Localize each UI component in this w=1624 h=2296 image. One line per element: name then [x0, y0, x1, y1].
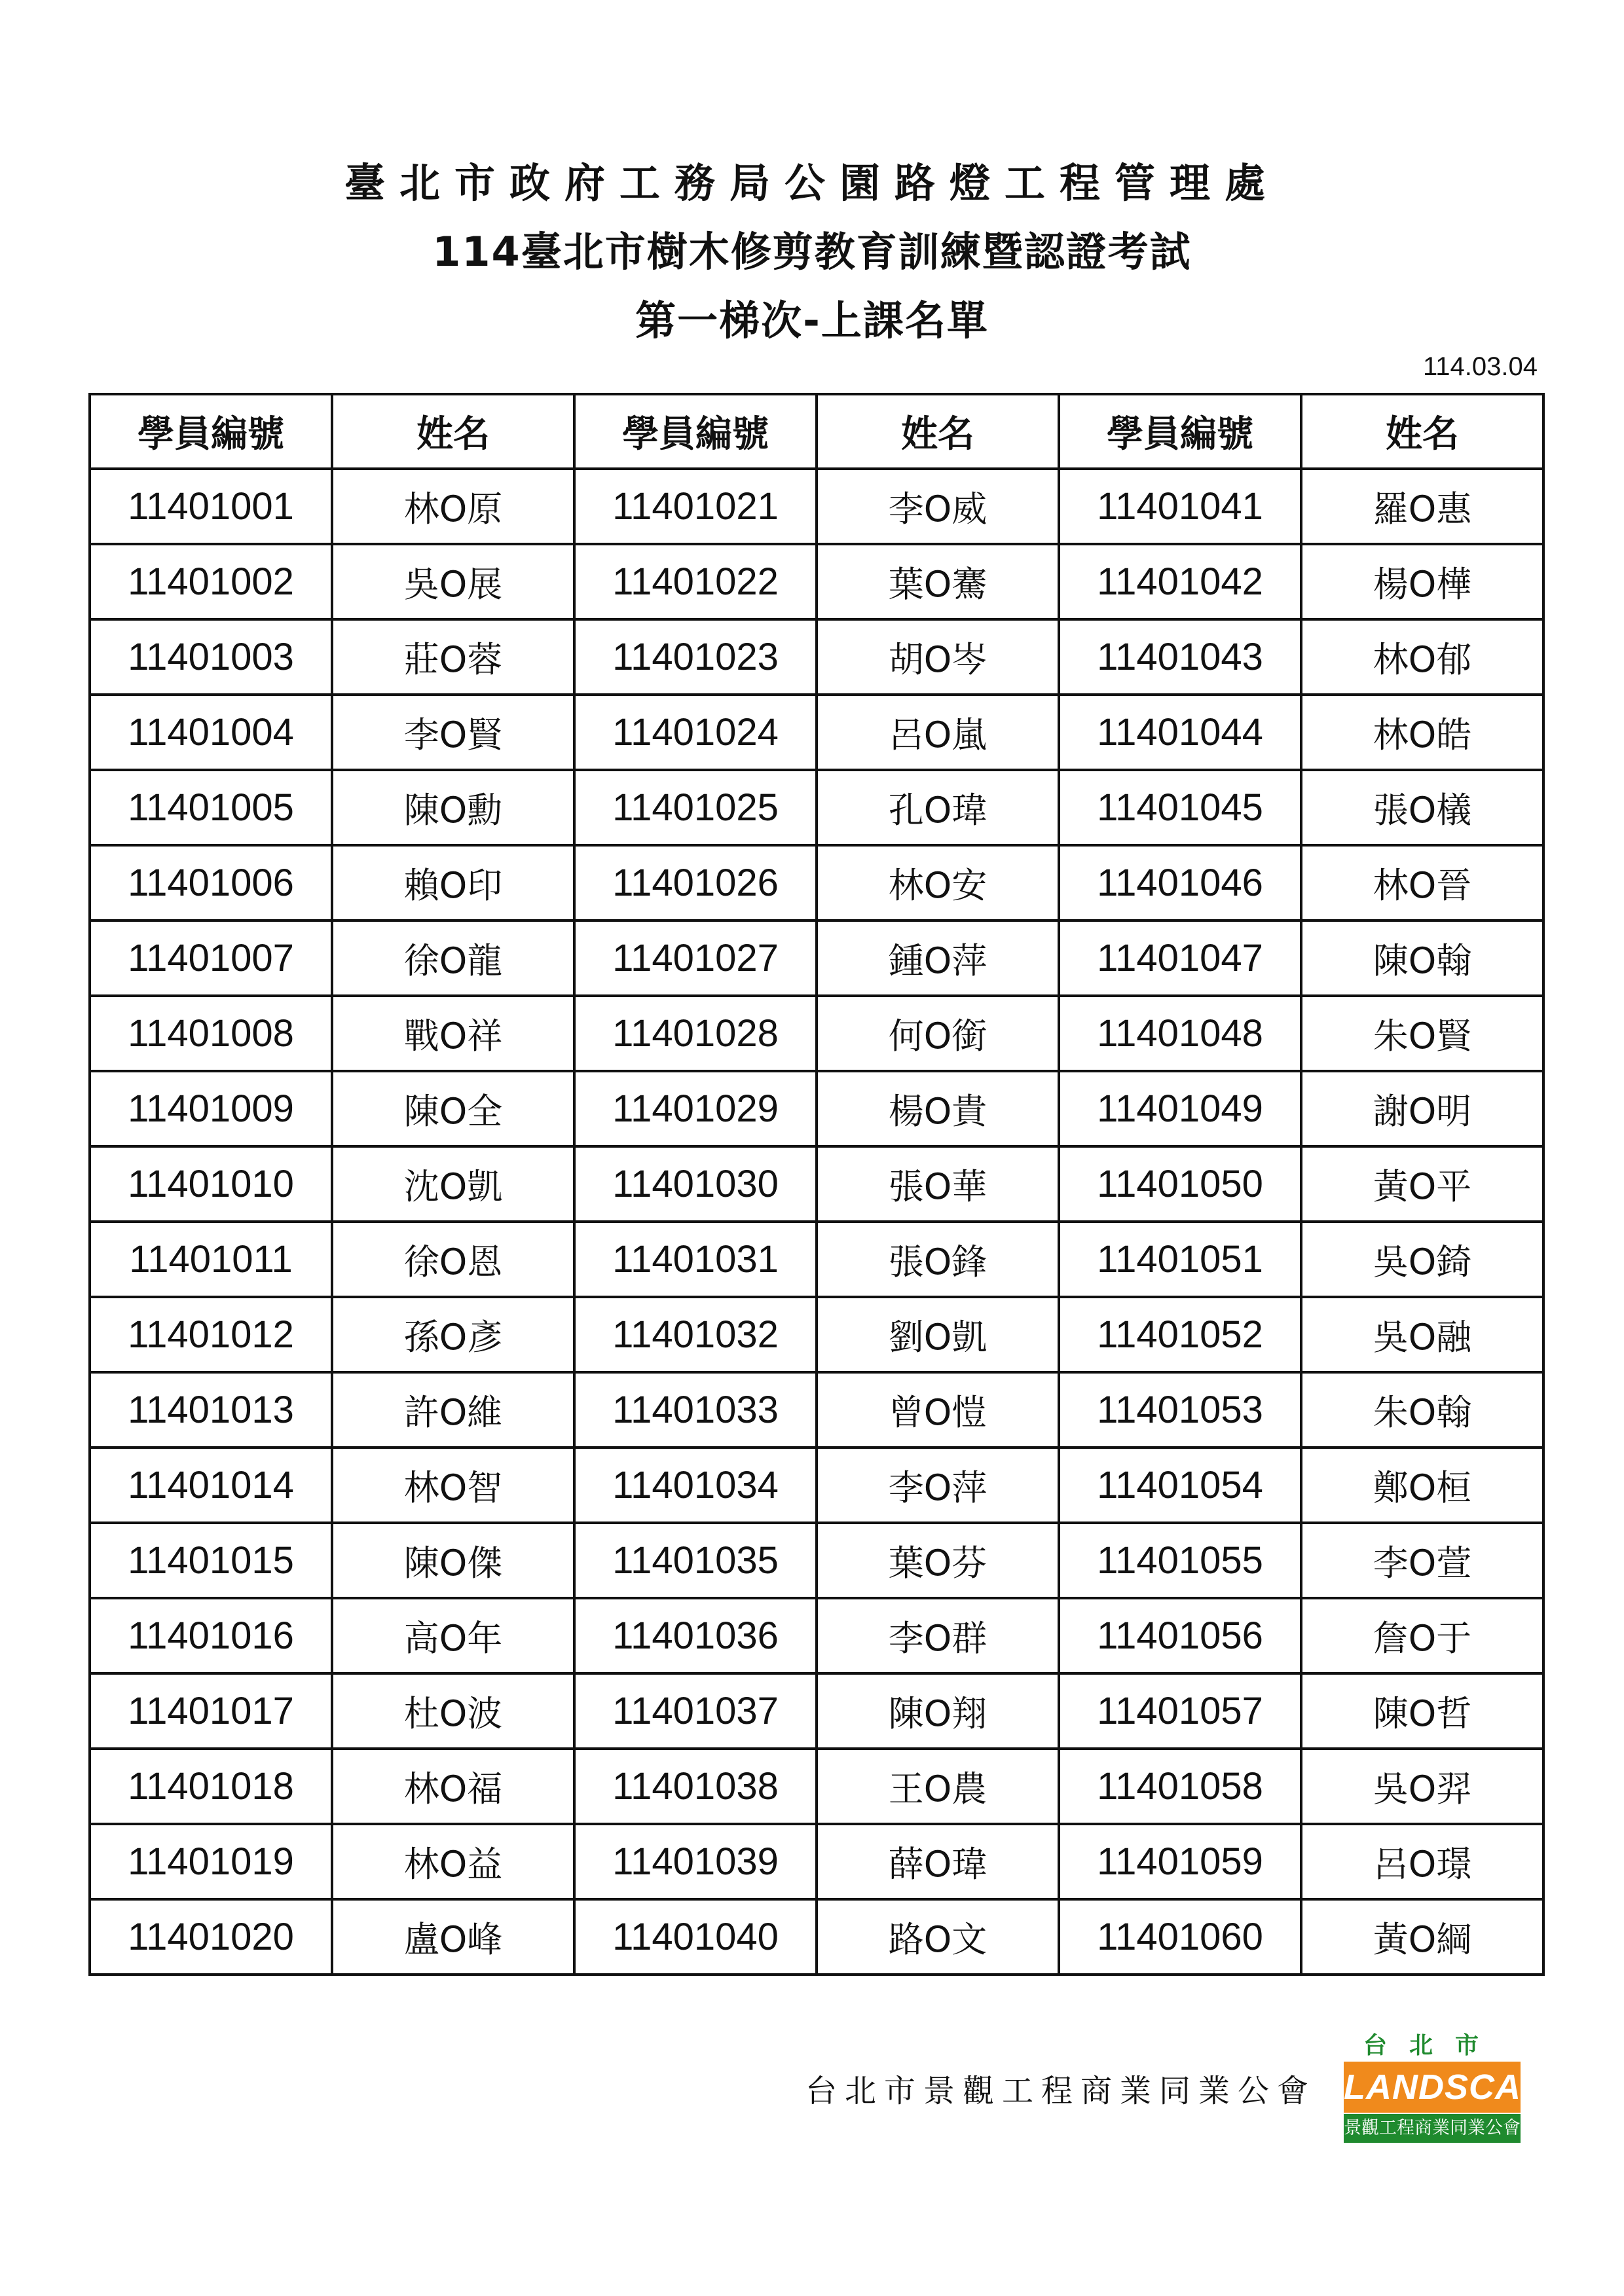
footer-organization: 台北市景觀工程商業同業公會	[805, 2073, 1317, 2109]
table-row	[90, 1523, 1543, 1598]
table-row	[90, 845, 1543, 920]
roster-table	[88, 393, 1545, 1976]
student-id-cell: 11401033	[574, 1372, 817, 1448]
student-name-cell: 李O威	[817, 469, 1059, 544]
student-id-cell: 11401023	[574, 619, 817, 695]
student-id-cell: 11401016	[90, 1598, 332, 1673]
student-id-cell: 11401004	[90, 695, 332, 770]
title-course: 114臺北市樹木修剪教育訓練暨認證考試	[432, 228, 1192, 276]
student-id-cell: 11401022	[574, 544, 817, 619]
student-name-cell: 張O鋒	[817, 1222, 1059, 1297]
table-row	[90, 920, 1543, 996]
student-name-cell: 吳O融	[1301, 1297, 1543, 1372]
table-row	[90, 1899, 1543, 1975]
student-id-cell: 11401012	[90, 1297, 332, 1372]
student-id-cell: 11401003	[90, 619, 332, 695]
student-name-cell: 沈O凱	[332, 1146, 574, 1222]
student-id-cell: 11401029	[574, 1071, 817, 1146]
table-row	[90, 1372, 1543, 1448]
student-id-cell: 11401055	[1059, 1523, 1301, 1598]
student-id-cell: 11401019	[90, 1824, 332, 1899]
student-name-cell: 李O群	[817, 1598, 1059, 1673]
logo-city-text: 台北市	[1363, 2032, 1501, 2059]
student-name-cell: 徐O恩	[332, 1222, 574, 1297]
student-name-cell: 謝O明	[1301, 1071, 1543, 1146]
student-id-cell: 11401041	[1059, 469, 1301, 544]
student-name-cell: 林O皓	[1301, 695, 1543, 770]
student-id-cell: 11401057	[1059, 1673, 1301, 1749]
logo-association-text: 景觀工程商業同業公會	[1344, 2114, 1521, 2143]
student-id-cell: 11401015	[90, 1523, 332, 1598]
student-name-cell: 呂O璟	[1301, 1824, 1543, 1899]
student-name-cell: 杜O波	[332, 1673, 574, 1749]
student-name-cell: 呂O嵐	[817, 695, 1059, 770]
student-name-cell: 詹O于	[1301, 1598, 1543, 1673]
student-name-cell: 李O萱	[1301, 1523, 1543, 1598]
student-name-cell: 林O原	[332, 469, 574, 544]
student-name-cell: 朱O賢	[1301, 996, 1543, 1071]
table-row	[90, 1598, 1543, 1673]
student-name-cell: 陳O勳	[332, 770, 574, 845]
student-id-cell: 11401056	[1059, 1598, 1301, 1673]
student-name-cell: 林O福	[332, 1749, 574, 1824]
student-id-cell: 11401052	[1059, 1297, 1301, 1372]
student-id-cell: 11401006	[90, 845, 332, 920]
student-id-cell: 11401046	[1059, 845, 1301, 920]
student-name-cell: 高O年	[332, 1598, 574, 1673]
student-id-cell: 11401026	[574, 845, 817, 920]
student-name-cell: 張O華	[817, 1146, 1059, 1222]
student-name-cell: 林O安	[817, 845, 1059, 920]
student-name-cell: 孫O彥	[332, 1297, 574, 1372]
student-name-cell: 林O郁	[1301, 619, 1543, 695]
table-row	[90, 695, 1543, 770]
student-id-cell: 11401005	[90, 770, 332, 845]
student-name-cell: 孔O瑋	[817, 770, 1059, 845]
student-name-cell: 賴O印	[332, 845, 574, 920]
column-header-name: 姓名	[1301, 394, 1543, 469]
student-id-cell: 11401036	[574, 1598, 817, 1673]
table-row	[90, 469, 1543, 544]
student-id-cell: 11401040	[574, 1899, 817, 1975]
student-id-cell: 11401050	[1059, 1146, 1301, 1222]
student-id-cell: 11401031	[574, 1222, 817, 1297]
student-name-cell: 吳O羿	[1301, 1749, 1543, 1824]
table-row	[90, 996, 1543, 1071]
student-name-cell: 徐O龍	[332, 920, 574, 996]
table-header-row	[90, 394, 1543, 469]
table-row	[90, 1146, 1543, 1222]
student-id-cell: 11401025	[574, 770, 817, 845]
roster-body	[90, 469, 1543, 1975]
student-name-cell: 吳O錡	[1301, 1222, 1543, 1297]
student-id-cell: 11401058	[1059, 1749, 1301, 1824]
student-name-cell: 葉O芬	[817, 1523, 1059, 1598]
student-name-cell: 王O農	[817, 1749, 1059, 1824]
student-name-cell: 李O賢	[332, 695, 574, 770]
student-name-cell: 楊O樺	[1301, 544, 1543, 619]
student-id-cell: 11401001	[90, 469, 332, 544]
table-row	[90, 770, 1543, 845]
table-row	[90, 1071, 1543, 1146]
student-id-cell: 11401053	[1059, 1372, 1301, 1448]
column-header-name: 姓名	[817, 394, 1059, 469]
student-name-cell: 陳O翔	[817, 1673, 1059, 1749]
association-logo	[1344, 2032, 1570, 2144]
student-name-cell: 黃O平	[1301, 1146, 1543, 1222]
table-row	[90, 619, 1543, 695]
student-name-cell: 薛O瑋	[817, 1824, 1059, 1899]
student-name-cell: 黃O綱	[1301, 1899, 1543, 1975]
student-name-cell: 林O晉	[1301, 845, 1543, 920]
table-row	[90, 1297, 1543, 1372]
student-id-cell: 11401037	[574, 1673, 817, 1749]
table-row	[90, 1749, 1543, 1824]
student-name-cell: 林O智	[332, 1448, 574, 1523]
student-name-cell: 朱O翰	[1301, 1372, 1543, 1448]
student-name-cell: 何O銜	[817, 996, 1059, 1071]
student-name-cell: 鍾O萍	[817, 920, 1059, 996]
student-id-cell: 11401027	[574, 920, 817, 996]
student-name-cell: 鄭O桓	[1301, 1448, 1543, 1523]
table-row	[90, 1824, 1543, 1899]
student-id-cell: 11401017	[90, 1673, 332, 1749]
student-name-cell: 許O維	[332, 1372, 574, 1448]
column-header-name: 姓名	[332, 394, 574, 469]
document-date: 114.03.04	[1423, 352, 1538, 381]
student-name-cell: 林O益	[332, 1824, 574, 1899]
student-id-cell: 11401011	[90, 1222, 332, 1297]
table-row	[90, 1673, 1543, 1749]
student-name-cell: 陳O傑	[332, 1523, 574, 1598]
student-name-cell: 戰O祥	[332, 996, 574, 1071]
student-name-cell: 陳O翰	[1301, 920, 1543, 996]
table-row	[90, 1222, 1543, 1297]
student-name-cell: 劉O凱	[817, 1297, 1059, 1372]
logo-landscape-text: LANDSCAPE	[1344, 2062, 1521, 2113]
student-id-cell: 11401043	[1059, 619, 1301, 695]
title-agency: 臺北市政府工務局公園路燈工程管理處	[344, 159, 1280, 207]
student-id-cell: 11401044	[1059, 695, 1301, 770]
student-name-cell: 陳O哲	[1301, 1673, 1543, 1749]
student-id-cell: 11401051	[1059, 1222, 1301, 1297]
student-name-cell: 路O文	[817, 1899, 1059, 1975]
student-id-cell: 11401008	[90, 996, 332, 1071]
student-name-cell: 羅O惠	[1301, 469, 1543, 544]
student-id-cell: 11401042	[1059, 544, 1301, 619]
column-header-student-id: 學員編號	[90, 394, 332, 469]
student-id-cell: 11401021	[574, 469, 817, 544]
student-id-cell: 11401060	[1059, 1899, 1301, 1975]
student-name-cell: 張O檥	[1301, 770, 1543, 845]
student-id-cell: 11401049	[1059, 1071, 1301, 1146]
student-id-cell: 11401039	[574, 1824, 817, 1899]
student-id-cell: 11401009	[90, 1071, 332, 1146]
student-id-cell: 11401048	[1059, 996, 1301, 1071]
student-id-cell: 11401028	[574, 996, 817, 1071]
student-id-cell: 11401002	[90, 544, 332, 619]
student-id-cell: 11401024	[574, 695, 817, 770]
student-id-cell: 11401020	[90, 1899, 332, 1975]
student-id-cell: 11401032	[574, 1297, 817, 1372]
student-id-cell: 11401059	[1059, 1824, 1301, 1899]
student-id-cell: 11401018	[90, 1749, 332, 1824]
column-header-student-id: 學員編號	[574, 394, 817, 469]
title-session: 第一梯次-上課名單	[635, 297, 989, 344]
student-id-cell: 11401045	[1059, 770, 1301, 845]
student-id-cell: 11401034	[574, 1448, 817, 1523]
student-name-cell: 陳O全	[332, 1071, 574, 1146]
column-header-student-id: 學員編號	[1059, 394, 1301, 469]
student-id-cell: 11401035	[574, 1523, 817, 1598]
student-id-cell: 11401054	[1059, 1448, 1301, 1523]
student-name-cell: 盧O峰	[332, 1899, 574, 1975]
student-name-cell: 吳O展	[332, 544, 574, 619]
student-name-cell: 葉O騫	[817, 544, 1059, 619]
student-id-cell: 11401010	[90, 1146, 332, 1222]
student-name-cell: 李O萍	[817, 1448, 1059, 1523]
student-name-cell: 曾O愷	[817, 1372, 1059, 1448]
student-id-cell: 11401013	[90, 1372, 332, 1448]
student-name-cell: 楊O貴	[817, 1071, 1059, 1146]
table-row	[90, 544, 1543, 619]
student-name-cell: 莊O蓉	[332, 619, 574, 695]
student-id-cell: 11401047	[1059, 920, 1301, 996]
table-row	[90, 1448, 1543, 1523]
student-id-cell: 11401007	[90, 920, 332, 996]
student-id-cell: 11401030	[574, 1146, 817, 1222]
student-id-cell: 11401014	[90, 1448, 332, 1523]
student-name-cell: 胡O岑	[817, 619, 1059, 695]
student-id-cell: 11401038	[574, 1749, 817, 1824]
